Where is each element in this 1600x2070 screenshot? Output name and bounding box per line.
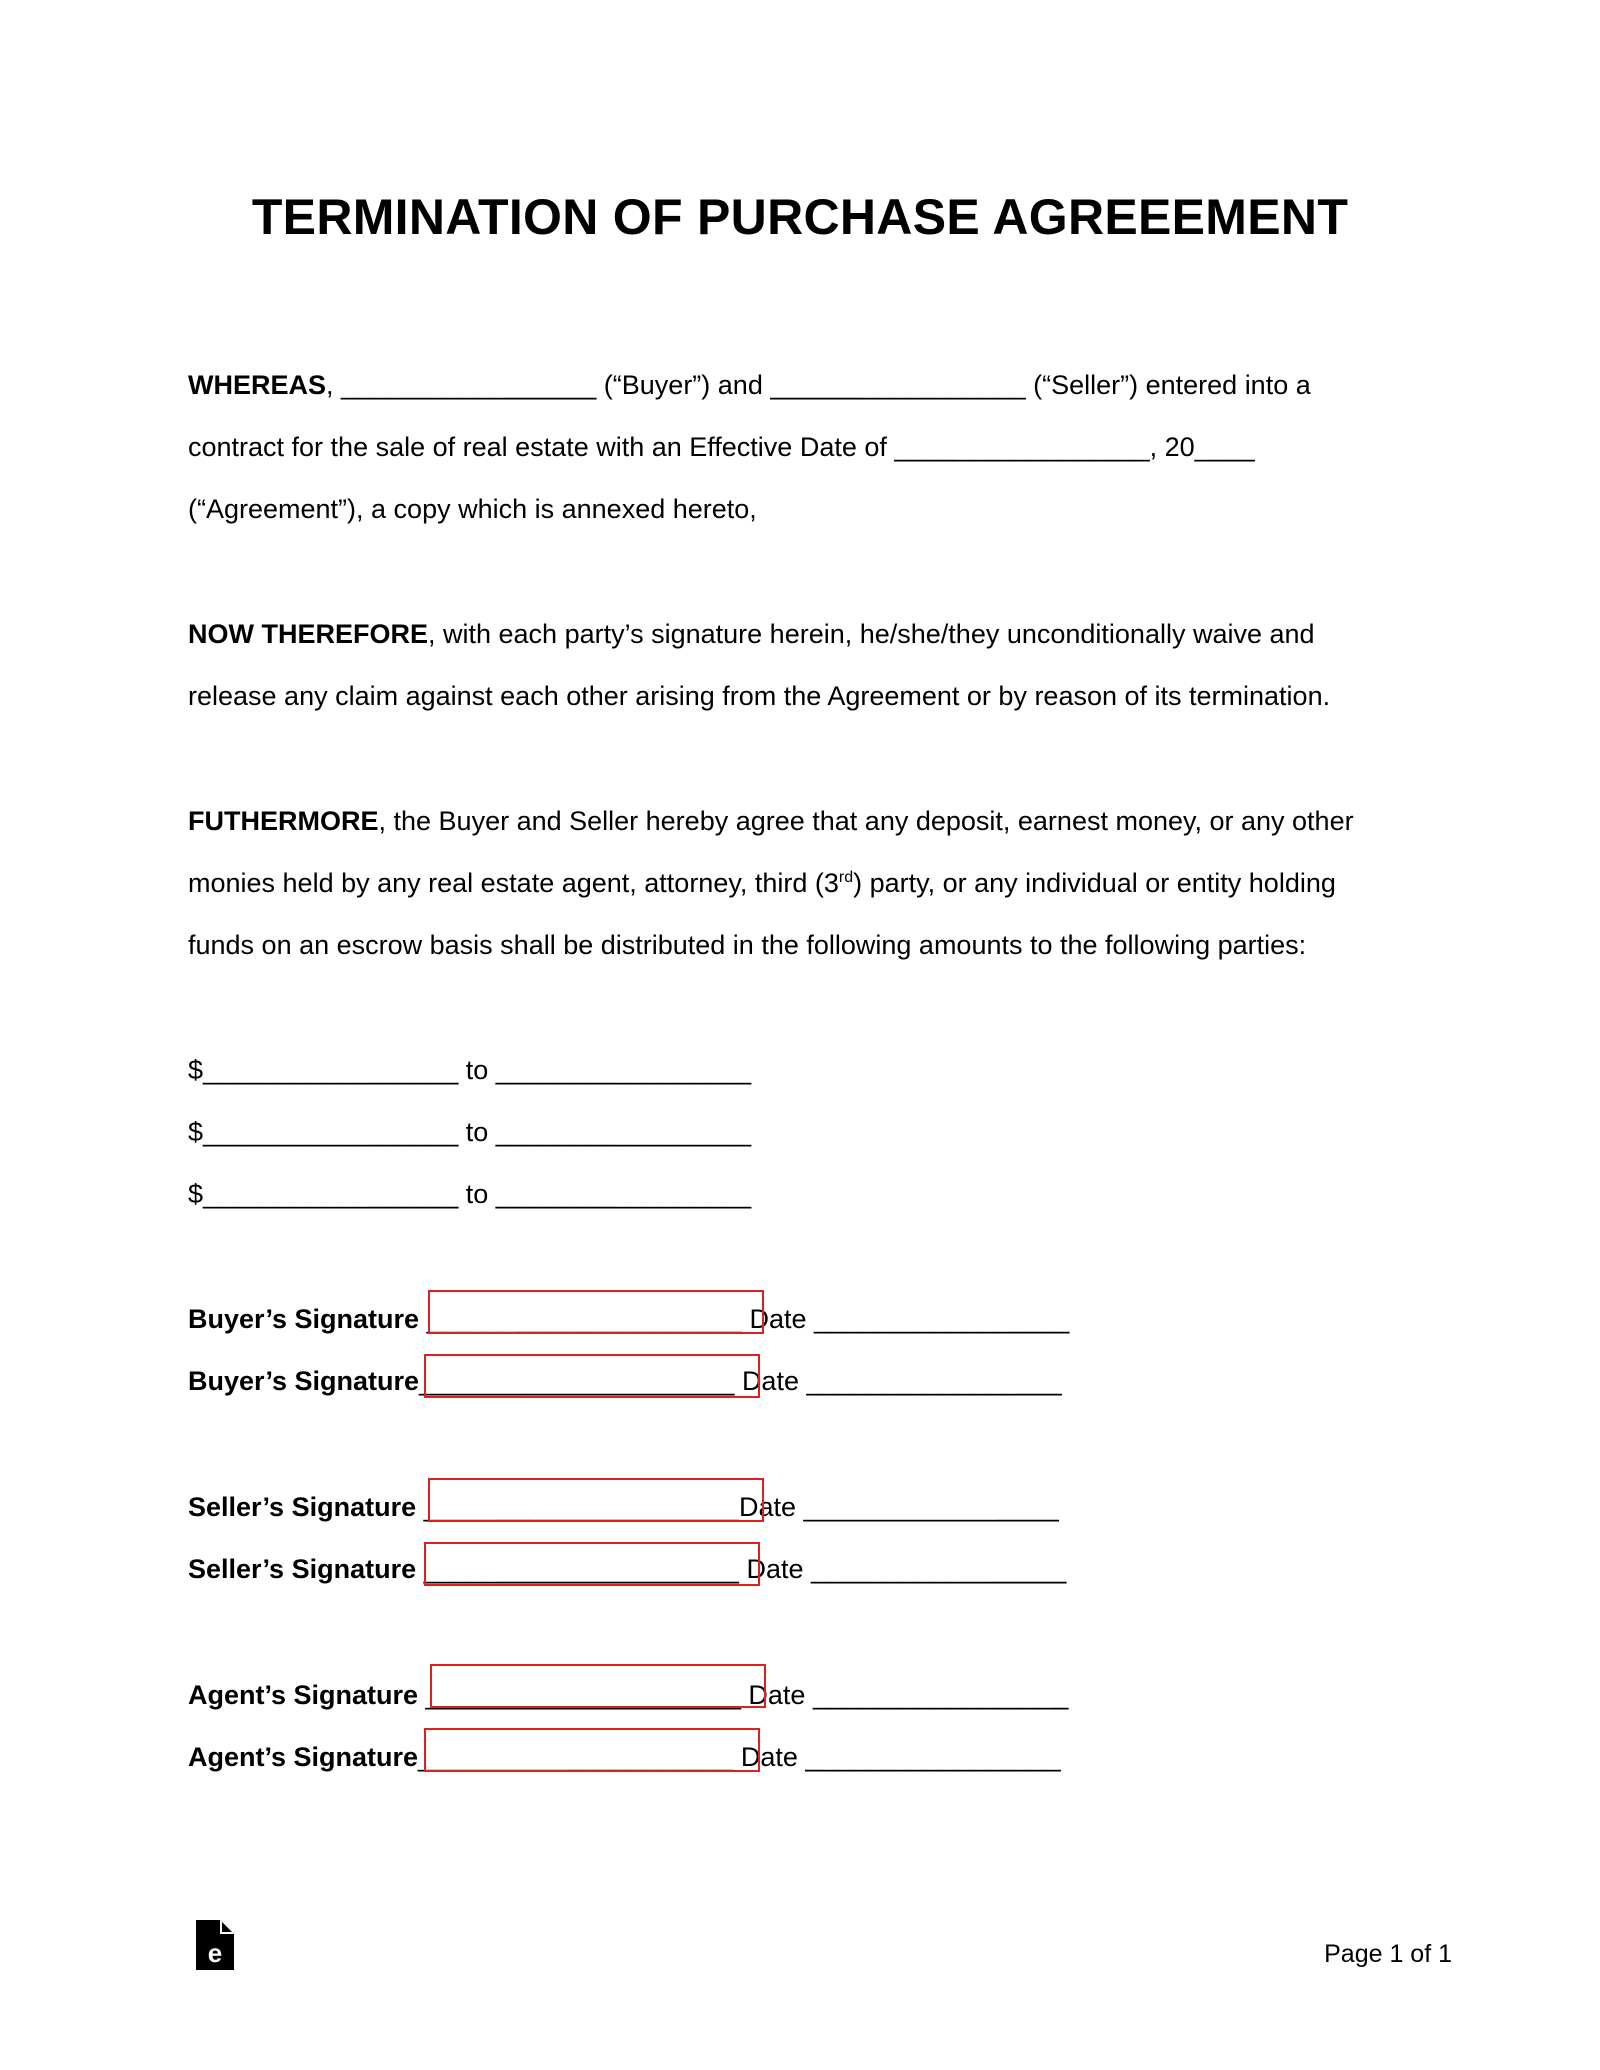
now-therefore-lead: NOW THEREFORE (188, 619, 428, 649)
signature-blank: _____________________ (426, 1304, 742, 1334)
signature-label: Agent’s Signature (188, 1680, 419, 1710)
signature-blank: _____________________ (418, 1742, 734, 1772)
furthermore-line-3: funds on an escrow basis shall be distributed in the following amounts to the following parties: (188, 930, 1307, 960)
whereas-line-1: WHEREAS, _________________ (“Buyer”) and _________________ (“Seller”) entered into a (188, 370, 1311, 400)
ordinal-superscript: rd (838, 869, 854, 886)
eforms-logo-icon (196, 1920, 234, 1970)
now-therefore-line-2: release any claim against each other arising from the Agreement or by reason of its termination. (188, 681, 1331, 711)
distribution-line[interactable]: $_________________ to _________________ (188, 1055, 752, 1085)
date-field[interactable]: Date _________________ (741, 1366, 1062, 1396)
signature-blank: _____________________ (419, 1366, 735, 1396)
signature-blank: _____________________ (423, 1554, 739, 1584)
agent-signature-field[interactable] (430, 1664, 766, 1708)
date-field[interactable]: Date _________________ (748, 1680, 1069, 1710)
furthermore-line-2: monies held by any real estate agent, attorney, third (3rd) party, or any individual or entity holding (188, 868, 1336, 898)
signature-label: Agent’s Signature (188, 1742, 419, 1772)
signature-label: Seller’s Signature (188, 1554, 417, 1584)
now-therefore-line-1: NOW THEREFORE, with each party’s signature herein, he/she/they unconditionally waive and (188, 619, 1315, 649)
furthermore-line-1: FUTHERMORE, the Buyer and Seller hereby agree that any deposit, earnest money, or any other (188, 806, 1354, 836)
signature-label: Seller’s Signature (188, 1492, 417, 1522)
whereas-lead: WHEREAS (188, 370, 327, 400)
signature-label: Buyer’s Signature (188, 1304, 420, 1334)
distribution-line[interactable]: $_________________ to _________________ (188, 1117, 752, 1147)
date-field[interactable]: Date _________________ (740, 1742, 1061, 1772)
agent-signature-field[interactable] (424, 1728, 760, 1772)
distribution-line[interactable]: $_________________ to _________________ (188, 1179, 752, 1209)
seller-signature-field[interactable] (424, 1542, 760, 1586)
date-field[interactable]: Date _________________ (746, 1554, 1067, 1584)
signature-blank: _____________________ (423, 1492, 739, 1522)
buyer-signature-field[interactable] (424, 1354, 760, 1398)
page-title: TERMINATION OF PURCHASE AGREEEMENT (251, 189, 1349, 245)
whereas-line-3: (“Agreement”), a copy which is annexed hereto, (188, 494, 757, 524)
signature-label: Buyer’s Signature (188, 1366, 420, 1396)
svg-text:e: e (207, 1938, 223, 1968)
furthermore-lead: FUTHERMORE (188, 806, 379, 836)
date-field[interactable]: Date _________________ (738, 1492, 1059, 1522)
page-number: Page 1 of 1 (1324, 1940, 1452, 1968)
signature-blank: _____________________ (425, 1680, 741, 1710)
whereas-line-2: contract for the sale of real estate with an Effective Date of _________________, 20____ (188, 432, 1255, 462)
seller-signature-field[interactable] (428, 1478, 764, 1522)
date-field[interactable]: Date _________________ (749, 1304, 1070, 1334)
buyer-signature-field[interactable] (428, 1290, 764, 1334)
